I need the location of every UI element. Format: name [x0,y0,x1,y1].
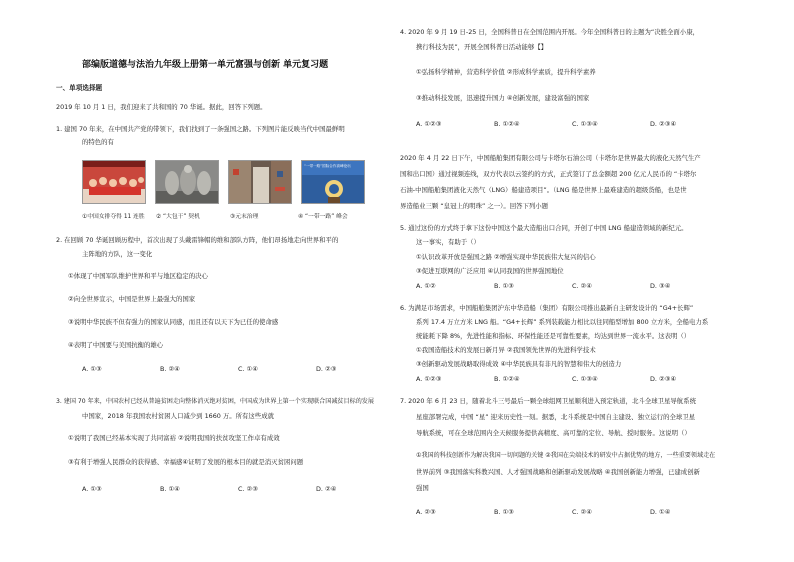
q3-stem-line2: 中国家，2018 年我国农村贫困人口减少到 1660 万。所有这些成就 [82,412,274,420]
forum-banner-text: “一带一路”国际合作高峰论坛 [304,164,351,168]
q4-choice-a[interactable]: A. ①②③ [416,120,442,128]
q1-caption-2: ② “大包干” 契机 [156,214,200,220]
q7-option-row3: 强国 [416,484,429,492]
q3-option-row1: ①说明了我国已经基本实现了共同富裕 ②说明我国的扶贫攻坚工作卓有成效 [68,434,280,442]
q5-choice-a[interactable]: A. ①② [416,282,436,290]
q6-option-row1: ①我国造船技术的发展日新月异 ②我国领先世界的先进科学技术 [416,346,596,354]
q7-option-row2: 世界前列 ③我国落实科教兴国、人才强国战略和创新驱动发展战略 ④我国创新能力增强，已建成创新 [416,468,700,476]
q2-choice-b[interactable]: B. ②④ [160,365,180,373]
photo-sculpture [155,160,219,204]
q2-option-2: ②向全世界宣示，中国是世界上最强大的国家 [68,295,196,303]
q2-choice-a[interactable]: A. ①③ [82,365,102,373]
photo-volleyball [82,160,146,204]
q4-choice-d[interactable]: D. ②③④ [650,120,677,128]
sculpture-image [156,161,219,204]
q7-choice-a[interactable]: A. ②③ [416,508,436,516]
q7-stem-line2: 星座部署完成，中国 “星” 迎来历史性一刻。据悉，北斗系统是中国自主建设、独立运行的全球卫星 [416,413,696,421]
q6-stem-line3: 统能耗下降 8%，先进性能和指标、环保性能还是可靠性要素，均达到世界一流水平。这表明（） [416,332,691,340]
passage-line2: 国和出口国）通过视频连线，双方代表以云签约的方式，正式签订了总金额超 200 亿元人民币的 “卡塔尔 [400,170,697,178]
q7-option-row1: ①我国的科技创新作为解决我国一切问题的关键 ②我国在尖端技术的研发中占据优势的地方，一些重要领域走在 [416,452,716,459]
intro-text: 2019 年 10 月 1 日，我们迎来了共和国的 70 华诞。据此，回答下列题。 [56,103,267,111]
q6-choice-d[interactable]: D. ②③④ [650,375,677,383]
q3-choice-a[interactable]: A. ①③ [82,485,102,493]
q7-choice-d[interactable]: D. ①④ [650,508,671,516]
q3-option-row2: ③有利于增强人民群众的获得感、幸福感④证明了发展的根本目的就是消灭贫困问题 [68,458,304,466]
q4-stem-line2: 携行科技为民”，开展全国科普日活动能够【】 [416,43,548,51]
q2-stem-line2: 主阵地的方队，这一变化 [82,250,153,258]
section-heading: 一、单项选择题 [56,84,103,92]
q2-choice-d[interactable]: D. ②③ [316,365,337,373]
photo-belt-road-forum [301,160,365,204]
q7-choice-c[interactable]: C. ②④ [572,508,592,516]
q5-choice-d[interactable]: D. ③④ [650,282,671,290]
q6-option-row2: ③创新驱动发展战略取得成效 ④中华民族具有非凡的智慧和伟大的创造力 [416,360,622,368]
q2-stem-line1: 2. 在回顾 70 华诞回顾历程中，首次出现了头戴雷锋帽的维和部队方阵，他们昂扬地走向世界和平的 [56,236,339,244]
q5-choice-c[interactable]: C. ②④ [572,282,592,290]
q5-stem-line1: 5. 通过这份的方式终于拿下这份中国这个最大造船出口合同，开创了中国 LNG 船建造领域的新纪元。 [400,224,688,232]
q2-option-3: ③说明中华民族不但有强力的国家认同感，而且还有以天下为已任的使命感 [68,318,279,326]
q6-choice-c[interactable]: C. ①③④ [572,375,598,383]
q4-choice-c[interactable]: C. ①③④ [572,120,598,128]
street-image [229,161,292,204]
q2-choice-c[interactable]: C. ①④ [238,365,258,373]
photo-street [228,160,292,204]
volleyball-team-image [83,161,146,204]
q6-stem-line1: 6. 为满足市场需求，中国船舶集团沪东中华造船（集团）有限公司推出最新自主研发设计的 “G4+长辉” [400,304,694,312]
q4-choice-b[interactable]: B. ①②④ [494,120,520,128]
q6-choice-b[interactable]: B. ①②④ [494,375,520,383]
q4-option-row1: ①弘扬科学精神，营造科学价值 ②形成科学素质，提升科学素养 [416,68,596,76]
q6-stem-line2: 系列 17.4 万立方米 LNG 船。“G4+长辉” 系列装载能力相比以往同船型增加 800 立方米，全船电力系 [416,318,709,326]
q1-caption-4: ④ “一带一路” 峰会 [298,214,348,220]
passage-line4: 界造船业三颗 “皇冠上的明珠” 之一）。回答下列小题 [400,202,549,210]
q3-choice-d[interactable]: D. ②④ [316,485,337,493]
passage-line1: 2020 年 4 月 22 日下午，中国船舶集团有限公司与卡塔尔石油公司（卡塔尔是世界最大的液化天然气生产 [400,154,701,162]
q1-stem-line2: 的特色的有 [82,138,114,146]
q5-stem-line2: 这一事实，有助于（） [416,238,480,246]
q7-stem-line1: 7. 2020 年 6 月 23 日，随着北斗三号最后一颗全球组网卫星顺利进入预定轨道，北斗全球卫星导航系统 [400,397,696,405]
q2-option-4: ④表明了中国要与美国抗衡的雄心 [68,341,164,349]
q1-photos [82,160,372,206]
q5-option-row2: ③促进互联网的广泛应用 ④认同我国的世界强国地位 [416,267,564,275]
q4-stem-line1: 4. 2020 年 9 月 19 日-25 日，全国科普日在全国范围内开展。今年全国科普日的主题为“决胜全面小康， [400,28,699,36]
q7-choice-b[interactable]: B. ①③ [494,508,514,516]
passage-line3: 石油-中国船舶集团液化天然气（LNG）船建造项目”。（LNG 船是世界上最难建造的超级货船，也是世 [400,186,687,194]
q5-option-row1: ①认识改革开放是强国之路 ②增强实现中华民族伟大复兴的信心 [416,253,596,261]
doc-title: 部编版道德与法治九年级上册第一单元富强与创新 单元复习题 [82,60,329,70]
q3-stem-line1: 3. 建国 70 年来，中国农村已经从普遍贫困走向整体消灭绝对贫困，中国成为世界上第一个实现联合国减贫目标的发展 [56,398,374,405]
q6-choice-a[interactable]: A. ①②③ [416,375,442,383]
q1-stem-line1: 1. 建国 70 年来，在中国共产党的带领下，我们找到了一条强国之路。下列图片能反映当代中国最鲜明 [56,125,345,133]
q5-choice-b[interactable]: B. ①③ [494,282,514,290]
q4-option-row2: ③推动科技发展，迅速提升国力 ④创新发展，建设富强的国家 [416,94,590,102]
q7-stem-line3: 导航系统，可在全球范围内全天候服务提供高精度、高可靠的定位、导航、授时服务。这说明（） [416,429,691,437]
q3-choice-c[interactable]: C. ②③ [238,485,258,493]
q1-caption-3: ③元末治理 [230,214,259,220]
q2-option-1: ①体现了中国军队维护世界和平与地区稳定的决心 [68,272,208,280]
q1-caption-1: ①中国女排夺得 11 连胜 [82,214,145,220]
q3-choice-b[interactable]: B. ①④ [160,485,180,493]
